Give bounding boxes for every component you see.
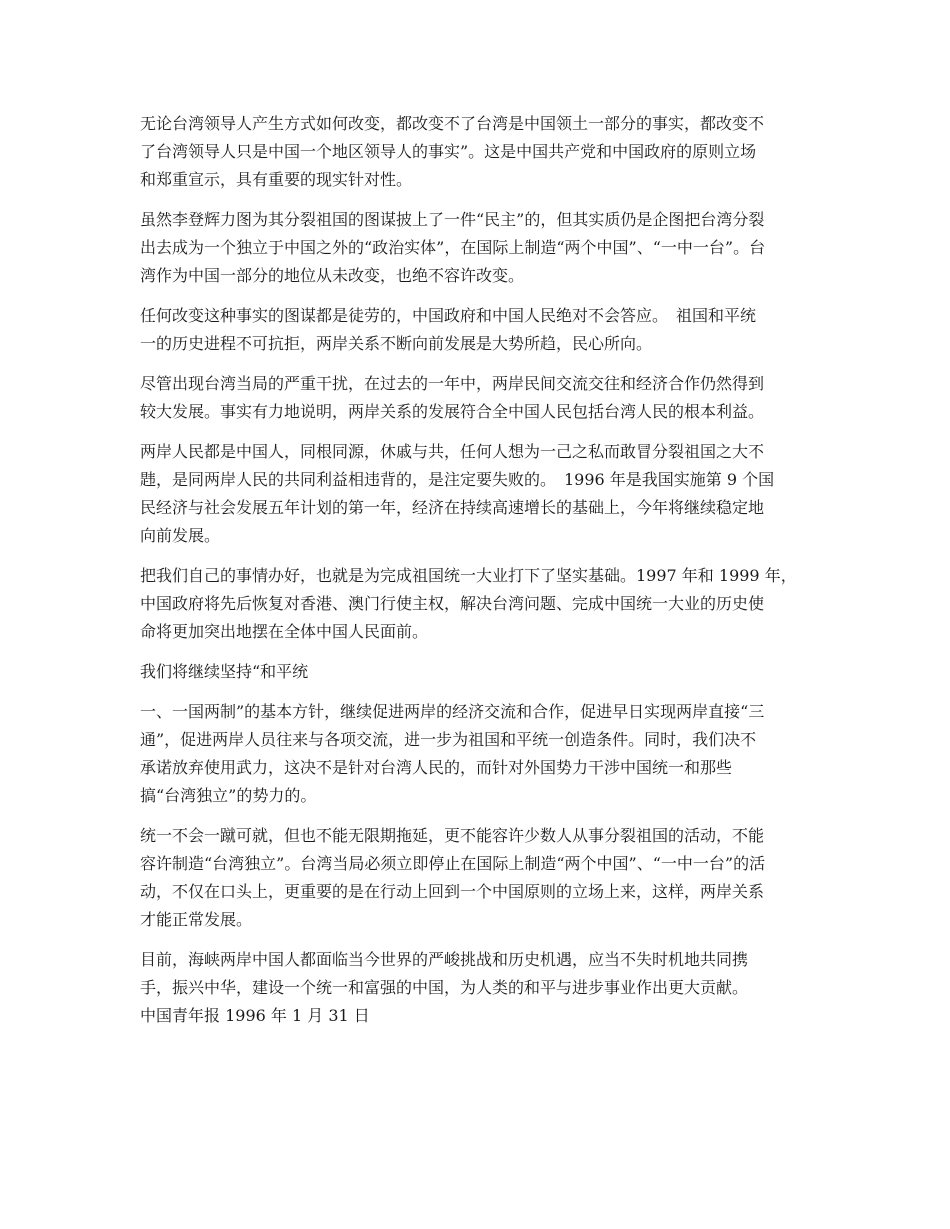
paragraph-6: [140, 562, 808, 646]
article-body: [140, 110, 808, 1042]
paragraph-7: [140, 658, 808, 686]
text-line: 容许制造“台湾独立”。台湾当局必须立即停止在国际上制造“两个中国”、“一中一台”的活: [140, 854, 766, 873]
text-line: 我们将继续坚持“和平统: [140, 662, 309, 681]
source-dateline: 中国青年报 1996 年 1 月 31 日: [140, 1006, 370, 1025]
text-line: 才能正常发展。: [140, 910, 253, 929]
paragraph-1: [140, 110, 808, 194]
text-line: 和郑重宣示，具有重要的现实针对性。: [140, 170, 413, 189]
text-line: 中国政府将先后恢复对香港、澳门行使主权，解决台湾问题、完成中国统一大业的历史使: [140, 594, 765, 613]
text-line: 一、一国两制”的基本方针，继续促进两岸的经济交流和合作，促进早日实现两岸直接“三: [140, 702, 765, 721]
text-line: 手，振兴中华，建设一个统一和富强的中国，为人类的和平与进步事业作出更大贡献。: [140, 978, 749, 997]
text-line: 尽管出现台湾当局的严重干扰，在过去的一年中，两岸民间交流交往和经济合作仍然得到: [140, 374, 765, 393]
text-line: 出去成为一个独立于中国之外的“政治实体”，在国际上制造“两个中国”、“一中一台”。台: [140, 238, 766, 257]
text-line: 韪，是同两岸人民的共同利益相违背的，是注定要失败的。 1996 年是我国实施第 9 个国: [140, 470, 775, 489]
text-line: 把我们自己的事情办好，也就是为完成祖国统一大业打下了坚实基础。1997 年和 1999 年，: [140, 566, 797, 585]
text-line: 较大发展。事实有力地说明，两岸关系的发展符合全中国人民包括台湾人民的根本利益。: [140, 402, 765, 421]
paragraph-3: [140, 302, 808, 358]
paragraph-4: [140, 370, 808, 426]
text-line: 目前，海峡两岸中国人都面临当今世界的严峻挑战和历史机遇，应当不失时机地共同携: [140, 950, 749, 969]
text-line: 动，不仅在口头上，更重要的是在行动上回到一个中国原则的立场上来，这样，两岸关系: [140, 882, 765, 901]
paragraph-5: [140, 438, 808, 550]
text-line: 虽然李登辉力图为其分裂祖国的图谋披上了一件“民主”的，但其实质仍是企图把台湾分裂: [140, 210, 765, 229]
text-line: 任何改变这种事实的图谋都是徒劳的，中国政府和中国人民绝对不会答应。 祖国和平统: [140, 306, 757, 325]
paragraph-9: [140, 822, 808, 934]
text-line: 命将更加突出地摆在全体中国人民面前。: [140, 622, 429, 641]
text-line: 通”，促进两岸人员往来与各项交流，进一步为祖国和平统一创造条件。同时，我们决不: [140, 730, 757, 749]
text-line: 向前发展。: [140, 526, 221, 545]
text-line: 承诺放弃使用武力，这决不是针对台湾人民的，而针对外国势力干涉中国统一和那些: [140, 758, 733, 777]
text-line: 了台湾领导人只是中国一个地区领导人的事实”。这是中国共产党和中国政府的原则立场: [140, 142, 757, 161]
text-line: 湾作为中国一部分的地位从未改变，也绝不容许改变。: [140, 266, 525, 285]
text-line: 搞“台湾独立”的势力的。: [140, 786, 317, 805]
paragraph-10: [140, 946, 808, 1030]
text-line: 两岸人民都是中国人，同根同源，休戚与共，任何人想为一己之私而敢冒分裂祖国之大不: [140, 442, 765, 461]
paragraph-8: [140, 698, 808, 810]
paragraph-2: [140, 206, 808, 290]
text-line: 无论台湾领导人产生方式如何改变，都改变不了台湾是中国领土一部分的事实，都改变不: [140, 114, 765, 133]
text-line: 民经济与社会发展五年计划的第一年，经济在持续高速增长的基础上，今年将继续稳定地: [140, 498, 765, 517]
text-line: 一的历史进程不可抗拒，两岸关系不断向前发展是大势所趋，民心所向。: [140, 334, 653, 353]
text-line: 统一不会一蹴可就，但也不能无限期拖延，更不能容许少数人从事分裂祖国的活动，不能: [140, 826, 765, 845]
